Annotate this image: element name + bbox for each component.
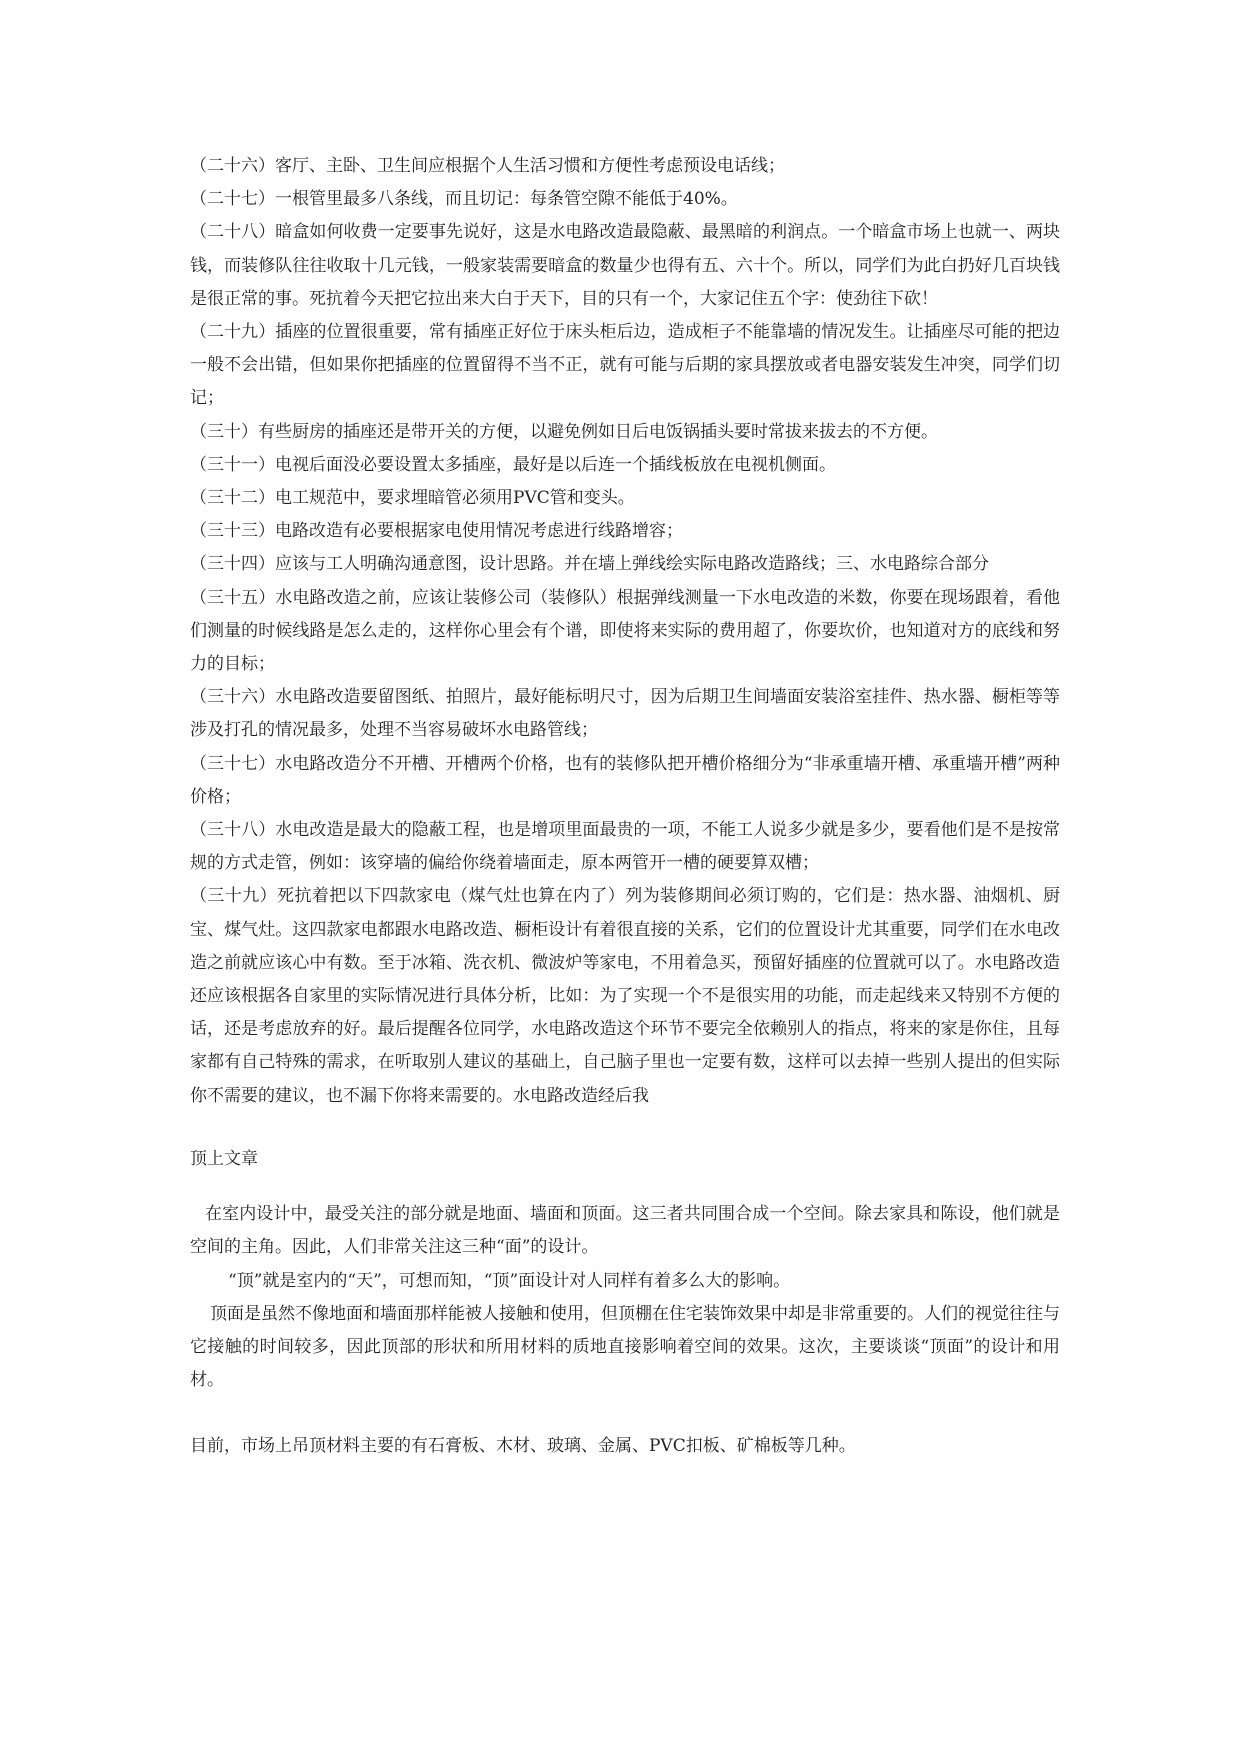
list-item: （二十六）客厅、主卧、卫生间应根据个人生活习惯和方便性考虑预设电话线； (190, 156, 785, 176)
list-item: （三十一）电视后面没必要设置太多插座，最好是以后连一个插线板放在电视机侧面。 (190, 454, 836, 475)
list-item: （三十八）水电改造是最大的隐蔽工程，也是增项里面最贵的一项，不能工人说多少就是多少，要看他们是不是按常规的方式走管，例如：该穿墙的偏给你绕着墙面走，原本两管开一槽的硬要算双槽； (190, 820, 1060, 874)
list-item: （三十五）水电路改造之前，应该让装修公司（装修队）根据弹线测量一下水电改造的米数，你要在现场跟着，看他们测量的时候线路是怎么走的，这样你心里会有个谱，即使将来实际的费用超了，你要坎价，也知道对方的底线和努力的目标； (190, 587, 1060, 675)
list-item: （三十二）电工规范中，要求埋暗管必须用PVC管和变头。 (190, 488, 635, 509)
list-item: （三十七）水电路改造分不开槽、开槽两个价格，也有的装修队把开槽价格细分为“非承重墙开槽、承重墙开槽”两种价格； (190, 753, 1060, 807)
section-title: 顶上文章 (190, 1148, 258, 1169)
paragraph: 顶面是虽然不像地面和墙面那样能被人接触和使用，但顶棚在住宅装饰效果中却是非常重要的。人们的视觉往往与它接触的时间较多，因此顶部的形状和所用材料的质地直接影响着空间的效果。这次，主要谈谈“顶面”的设计和用材。 (190, 1303, 1060, 1391)
list-item: （三十四）应该与工人明确沟通意图，设计思路。并在墙上弹线绘实际电路改造路线；三、水电路综合部分 (190, 554, 989, 575)
closing-paragraph: 目前，市场上吊顶材料主要的有石膏板、木材、玻璃、金属、PVC扣板、矿棉板等几种。 (190, 1436, 856, 1457)
document-body (190, 150, 1060, 1464)
list-item: （二十九）插座的位置很重要，常有插座正好位于床头柜后边，造成柜子不能靠墙的情况发生。让插座尽可能的把边一般不会出错，但如果你把插座的位置留得不当不正，就有可能与后期的家具摆放或者电器安装发生冲突，同学们切记； (190, 322, 1060, 409)
list-item: （二十八）暗盒如何收费一定要事先说好，这是水电路改造最隐蔽、最黑暗的利润点。一个暗盒市场上也就一、两块钱，而装修队往往收取十几元钱，一般家装需要暗盒的数量少也得有五、六十个。所以，同学们为此白扔好几百块钱是很正常的事。死抗着今天把它拉出来大白于天下，目的只有一个，大家记住五个字：使劲往下砍！ (190, 222, 1060, 309)
list-item: （二十七）一根管里最多八条线，而且切记：每条管空隙不能低于40%。 (190, 189, 738, 210)
list-item: （三十）有些厨房的插座还是带开关的方便，以避免例如日后电饭锅插头要时常拔来拔去的不方便。 (190, 421, 938, 442)
list-item: （三十九）死抗着把以下四款家电（煤气灶也算在内了）列为装修期间必须订购的，它们是：热水器、油烟机、厨宝、煤气灶。这四款家电都跟水电路改造、橱柜设计有着很直接的关系，它们的位置设计尤其重要，同学们在水电改造之前就应该心中有数。至于冰箱、洗衣机、微波炉等家电，不用着急买，预留好插座的位置就可以了。水电路改造还应该根据各自家里的实际情况进行具体分析，比如：为了实现一个不是很实用的功能，而走起线来又特别不方便的话，还是考虑放弃的好。最后提醒各位同学，水电路改造这个环节不要完全依赖别人的指点，将来的家是你住，且每家都有自己特殊的需求，在听取别人建议的基础上，自己脑子里也一定要有数，这样可以去掉一些别人提出的但实际你不需要的建议，也不漏下你将来需要的。水电路改造经后我 (190, 886, 1060, 1106)
paragraph: “顶”就是室内的“天”，可想而知，“顶”面设计对人同样有着多么大的影响。 (228, 1270, 791, 1291)
list-item: （三十三）电路改造有必要根据家电使用情况考虑进行线路增容； (190, 521, 683, 542)
list-item: （三十六）水电路改造要留图纸、拍照片，最好能标明尺寸，因为后期卫生间墙面安装浴室挂件、热水器、橱柜等等涉及打孔的情况最多，处理不当容易破坏水电路管线； (190, 687, 1060, 741)
paragraph: 在室内设计中，最受关注的部分就是地面、墙面和顶面。这三者共同围合成一个空间。除去家具和陈设，他们就是空间的主角。因此，人们非常关注这三种“面”的设计。 (190, 1204, 1060, 1258)
